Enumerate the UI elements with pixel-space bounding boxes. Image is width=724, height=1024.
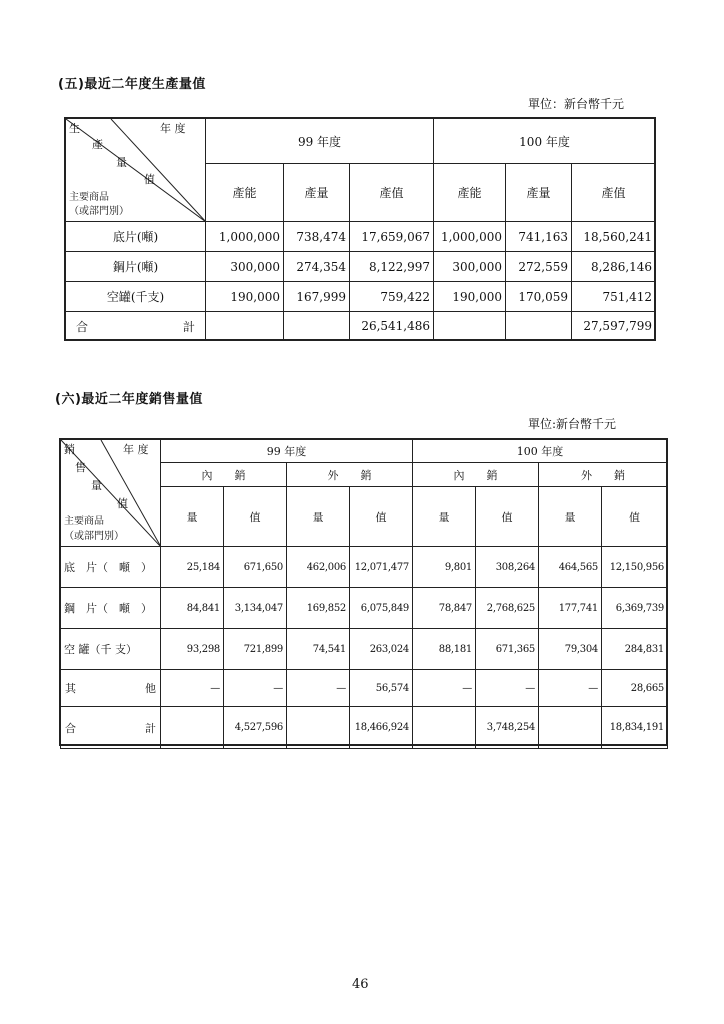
table-cell: 190,000 (206, 282, 284, 312)
table-cell: 2,768,625 (476, 588, 539, 629)
table-cell: 6,075,849 (350, 588, 413, 629)
col-header: 值 (224, 487, 287, 547)
table-cell: 738,474 (284, 222, 350, 252)
total-label: 合 計 (66, 312, 206, 341)
table-cell: 308,264 (476, 547, 539, 588)
table-cell: 25,184 (161, 547, 224, 588)
table-cell: — (413, 670, 476, 707)
table-cell: 17,659,067 (350, 222, 434, 252)
table-cell: 1,000,000 (206, 222, 284, 252)
table-cell: 18,466,924 (350, 707, 413, 749)
col-header: 量 (161, 487, 224, 547)
table-cell: 9,801 (413, 547, 476, 588)
table-cell: 74,541 (287, 629, 350, 670)
table-cell: 18,834,191 (602, 707, 668, 749)
table-cell (539, 707, 602, 749)
table-cell: 741,163 (506, 222, 572, 252)
table-cell: 18,560,241 (572, 222, 656, 252)
row-label: 空 罐（千 支） (61, 629, 161, 670)
table-cell: 274,354 (284, 252, 350, 282)
table-cell: 93,298 (161, 629, 224, 670)
section6-unit: 單位:新台幣千元 (528, 417, 617, 431)
table-cell (287, 707, 350, 749)
production-corner-cell: 生 產 量 值 年 度 主要商品 （或部門別） (66, 119, 206, 222)
total-label: 合 計 (61, 707, 161, 749)
table-cell: 88,181 (413, 629, 476, 670)
table-cell: 671,365 (476, 629, 539, 670)
table-row (66, 282, 656, 312)
year-header-100: 100 年度 (434, 119, 656, 164)
table-cell: 56,574 (350, 670, 413, 707)
table-cell: — (161, 670, 224, 707)
col-header: 產能 (434, 164, 506, 222)
table-cell: 4,527,596 (224, 707, 287, 749)
table-row (61, 670, 668, 707)
table-row (61, 547, 668, 588)
table-cell: 12,071,477 (350, 547, 413, 588)
col-header: 產量 (284, 164, 350, 222)
sales-corner-cell: 銷 售 量 值 年 度 主要商品 （或部門別） (61, 440, 161, 547)
col-header: 值 (350, 487, 413, 547)
col-header: 產能 (206, 164, 284, 222)
section6-title: (六)最近二年度銷售量值 (55, 392, 203, 407)
total-row (66, 312, 656, 341)
table-cell: — (539, 670, 602, 707)
sales-table (60, 439, 668, 749)
table-cell: 8,122,997 (350, 252, 434, 282)
table-cell: 464,565 (539, 547, 602, 588)
table-cell: — (476, 670, 539, 707)
table-cell (206, 312, 284, 341)
table-cell: 1,000,000 (434, 222, 506, 252)
table-cell: 6,369,739 (602, 588, 668, 629)
table-cell: 462,006 (287, 547, 350, 588)
table-cell: 759,422 (350, 282, 434, 312)
table-cell: 26,541,486 (350, 312, 434, 341)
table-cell: 721,899 (224, 629, 287, 670)
year-header-100: 100 年度 (413, 440, 668, 463)
year-header-99: 99 年度 (161, 440, 413, 463)
col-header: 值 (602, 487, 668, 547)
table-row (66, 252, 656, 282)
table-cell: 177,741 (539, 588, 602, 629)
col-header: 量 (539, 487, 602, 547)
table-cell (284, 312, 350, 341)
table-cell: 79,304 (539, 629, 602, 670)
table-cell: 12,150,956 (602, 547, 668, 588)
row-label: 底 片（ 噸 ） (61, 547, 161, 588)
market-header-domestic: 內 銷 (413, 463, 539, 487)
table-cell: — (287, 670, 350, 707)
row-label: 鋼片(噸) (66, 252, 206, 282)
section5-unit: 單位：新台幣千元 (528, 97, 625, 111)
table-cell: 751,412 (572, 282, 656, 312)
row-label: 鋼 片（ 噸 ） (61, 588, 161, 629)
table-cell: 263,024 (350, 629, 413, 670)
table-cell: 300,000 (206, 252, 284, 282)
col-header: 值 (476, 487, 539, 547)
table-cell: 284,831 (602, 629, 668, 670)
market-header-export: 外 銷 (287, 463, 413, 487)
table-cell (413, 707, 476, 749)
table-cell: 167,999 (284, 282, 350, 312)
market-header-export: 外 銷 (539, 463, 668, 487)
row-label: 空罐(千支) (66, 282, 206, 312)
table-cell: 78,847 (413, 588, 476, 629)
section5-title: (五)最近二年度生產量值 (58, 77, 206, 92)
table-cell (506, 312, 572, 341)
table-cell: 170,059 (506, 282, 572, 312)
table-cell: 3,748,254 (476, 707, 539, 749)
table-cell: 28,665 (602, 670, 668, 707)
table-cell: 169,852 (287, 588, 350, 629)
year-header-99: 99 年度 (206, 119, 434, 164)
table-cell: — (224, 670, 287, 707)
table-cell (161, 707, 224, 749)
page-number: 46 (352, 977, 369, 992)
col-header: 量 (413, 487, 476, 547)
table-cell: 671,650 (224, 547, 287, 588)
row-label: 其 他 (61, 670, 161, 707)
col-header: 產量 (506, 164, 572, 222)
table-cell: 3,134,047 (224, 588, 287, 629)
table-row (61, 588, 668, 629)
production-table (65, 118, 656, 341)
table-cell: 8,286,146 (572, 252, 656, 282)
table-cell: 27,597,799 (572, 312, 656, 341)
table-cell: 190,000 (434, 282, 506, 312)
row-label: 底片(噸) (66, 222, 206, 252)
col-header: 產值 (350, 164, 434, 222)
table-cell (434, 312, 506, 341)
table-row (61, 629, 668, 670)
col-header: 量 (287, 487, 350, 547)
table-cell: 84,841 (161, 588, 224, 629)
table-cell: 300,000 (434, 252, 506, 282)
total-row (61, 707, 668, 749)
col-header: 產值 (572, 164, 656, 222)
table-cell: 272,559 (506, 252, 572, 282)
market-header-domestic: 內 銷 (161, 463, 287, 487)
table-row (66, 222, 656, 252)
